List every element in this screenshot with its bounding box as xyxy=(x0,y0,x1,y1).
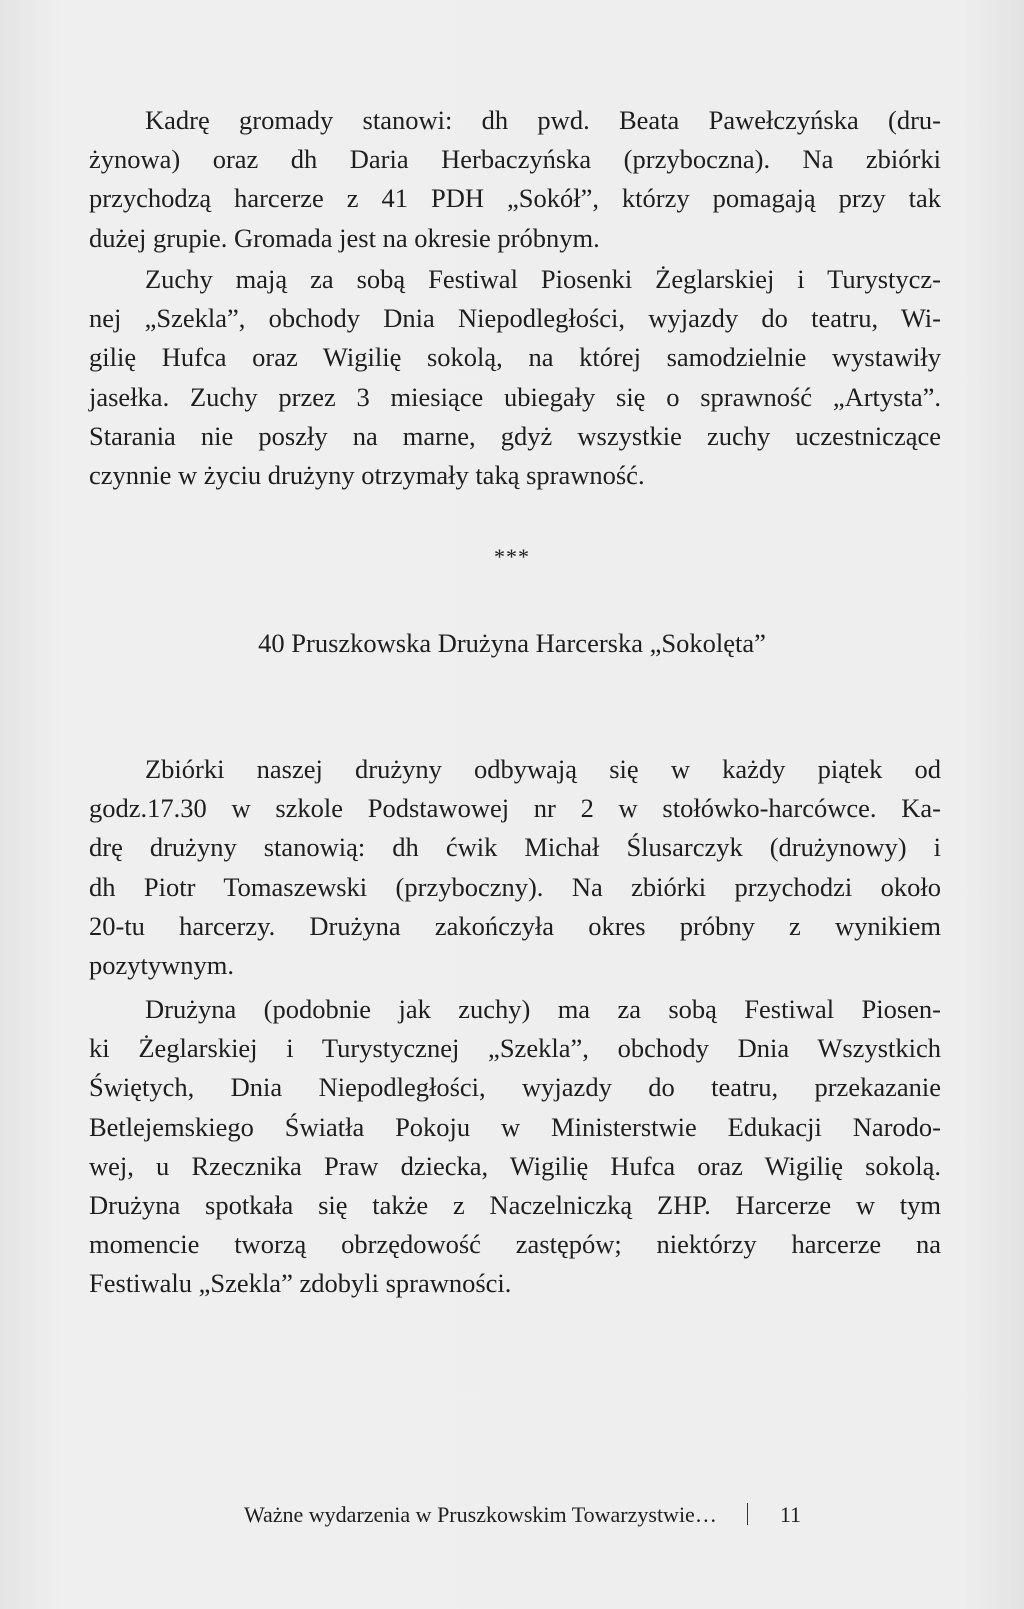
text-line: dh Piotr Tomaszewski (przyboczny). Na zbiórki przychodzi około xyxy=(89,871,941,902)
page-number: 11 xyxy=(779,1502,802,1527)
text-line: nej „Szekla”, obchody Dnia Niepodległości, wyjazdy do teatru, Wi- xyxy=(89,303,941,334)
text-line: przychodzą harcerze z 41 PDH „Sokół”, którzy pomagają przy tak xyxy=(89,183,941,214)
text-line: Drużyna (podobnie jak zuchy) ma za sobą Festiwal Piosen- xyxy=(145,994,941,1024)
text-line: czynnie w życiu drużyny otrzymały taką sprawność. xyxy=(89,460,645,491)
section-heading: 40 Pruszkowska Drużyna Harcerska „Sokolęta” xyxy=(258,628,766,658)
text-line: dużej grupie. Gromada jest na okresie próbnym. xyxy=(89,222,600,253)
paragraph-4 xyxy=(89,990,941,1304)
section-separator: *** xyxy=(494,544,530,569)
text-line: Kadrę gromady stanowi: dh pwd. Beata Pawełczyńska (dru- xyxy=(145,105,941,135)
text-line: ki Żeglarskiej i Turystycznej „Szekla”, obchody Dnia Wszystkich xyxy=(89,1033,941,1064)
text-line: momencie tworzą obrzędowość zastępów; niektórzy harcerze na xyxy=(89,1229,941,1260)
text-line: żynowa) oraz dh Daria Herbaczyńska (przyboczna). Na zbiórki xyxy=(89,144,941,175)
text-line: drę drużyny stanowią: dh ćwik Michał Ślusarczyk (drużynowy) i xyxy=(89,832,941,863)
text-line: pozytywnym. xyxy=(89,950,234,981)
text-line: Festiwalu „Szekla” zdobyli sprawności. xyxy=(89,1268,512,1299)
text-line: 20-tu harcerzy. Drużyna zakończyła okres próbny z wynikiem xyxy=(89,910,941,941)
paragraph-3 xyxy=(89,750,941,985)
paragraph-2 xyxy=(89,260,941,495)
text-line: jasełka. Zuchy przez 3 miesiące ubiegały się o sprawność „Artysta”. xyxy=(89,381,941,412)
paragraph-1 xyxy=(89,101,941,258)
text-line: gilię Hufca oraz Wigilię sokolą, na której samodzielnie wystawiły xyxy=(89,342,941,373)
page-footer xyxy=(244,1502,801,1528)
text-line: Zbiórki naszej drużyny odbywają się w każdy piątek od xyxy=(145,754,941,784)
text-line: Świętych, Dnia Niepodległości, wyjazdy do teatru, przekazanie xyxy=(89,1072,941,1103)
text-line: godz.17.30 w szkole Podstawowej nr 2 w stołówko-harcówce. Ka- xyxy=(89,793,941,824)
text-line: Betlejemskiego Światła Pokoju w Ministerstwie Edukacji Narodo- xyxy=(89,1111,941,1142)
text-line: Drużyna spotkała się także z Naczelniczką ZHP. Harcerze w tym xyxy=(89,1190,941,1221)
text-line: Starania nie poszły na marne, gdyż wszystkie zuchy uczestniczące xyxy=(89,420,941,451)
running-title: Ważne wydarzenia w Pruszkowskim Towarzystwie… xyxy=(244,1502,717,1527)
footer-divider xyxy=(747,1503,748,1525)
text-line: wej, u Rzecznika Praw dziecka, Wigilię Hufca oraz Wigilię sokolą. xyxy=(89,1150,941,1181)
text-line: Zuchy mają za sobą Festiwal Piosenki Żeglarskiej i Turystycz- xyxy=(145,264,941,294)
